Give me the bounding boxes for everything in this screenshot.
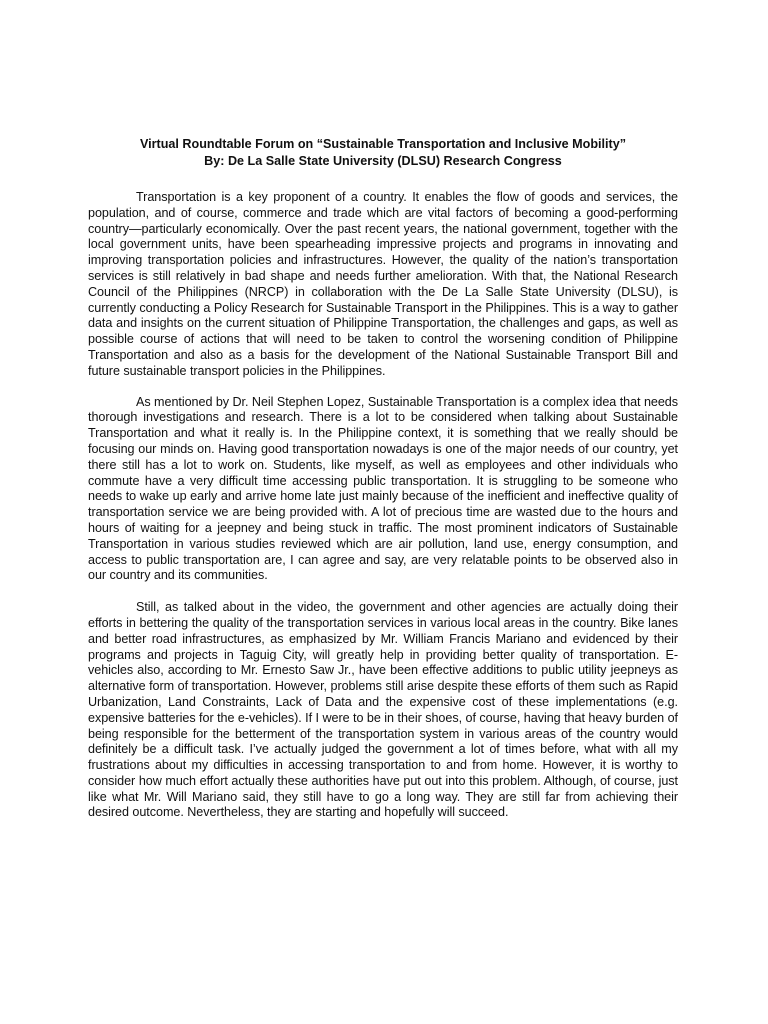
document-title [88, 136, 678, 170]
paragraph-1: Transportation is a key proponent of a country. It enables the flow of goods and services, the population, and of course, commerce and trade which are vital factors of becoming a good-performing country—particularly economically. Over the past recent years, the national government, together with the local government units, have been spearheading impressive projects and programs in innovating and improving transportation policies and infrastructures. However, the quality of the nation’s transportation services is still relatively in bad shape and needs further amelioration. With that, the National Research Council of the Philippines (NRCP) in collaboration with the De La Salle State University (DLSU), is currently conducting a Policy Research for Sustainable Transport in the Philippines. This is a way to gather data and insights on the current situation of Philippine Transportation, the challenges and gaps, as well as possible course of actions that will need to be taken to control the worsening condition of Philippine Transportation and also as a basis for the development of the National Sustainable Transport Bill and future sustainable transport policies in the Philippines. [88, 190, 678, 378]
title-line-1: Virtual Roundtable Forum on “Sustainable Transportation and Inclusive Mobility” [139, 137, 627, 151]
document-body [88, 136, 678, 821]
paragraph-3: Still, as talked about in the video, the government and other agencies are actually doing their efforts in bettering the quality of the transportation services in various local areas in the country. Bike lanes and better road infrastructures, as emphasized by Mr. William Francis Mariano and evidenced by their programs and projects in Taguig City, will greatly help in providing better quality of transportation. E-vehicles also, according to Mr. Ernesto Saw Jr., have been effective additions to public utility jeepneys as alternative form of transportation. However, problems still arise despite these efforts of them such as Rapid Urbanization, Land Constraints, Lack of Data and the expensive cost of these implementations (e.g. expensive batteries for the e-vehicles). If I were to be in their shoes, of course, having that heavy burden of being responsible for the betterment of the transportation system in various areas of the country would definitely be a difficult task. I’ve actually judged the government a lot of times before, what with all my frustrations about my difficulties in accessing transportation to and from home. However, it is worthy to consider how much effort actually these authorities have put out into this problem. Although, of course, just like what Mr. Will Mariano said, they still have to go a long way. They are still far from achieving their desired outcome. Nevertheless, they are starting and hopefully will succeed. [88, 600, 678, 820]
title-line-2: By: De La Salle State University (DLSU) Research Congress [204, 154, 562, 168]
paragraph-2: As mentioned by Dr. Neil Stephen Lopez, Sustainable Transportation is a complex idea that needs thorough investigations and research. There is a lot to be considered when talking about Sustainable Transportation and what it really is. In the Philippine context, it is something that we really should be focusing our minds on. Having good transportation nowadays is one of the major needs of our country, yet there still has a lot to work on. Students, like myself, as well as employees and other individuals who commute have a very difficult time accessing public transportation. It is struggling to be someone who needs to wake up early and arrive home late just mainly because of the inefficient and ineffective quality of transportation service we are being provided with. A lot of precious time are wasted due to the hours and hours of waiting for a jeepney and being stuck in traffic. The most prominent indicators of Sustainable Transportation in various studies reviewed which are air pollution, land use, energy consumption, and access to public transportation are, I can agree and say, are very relatable points to be observed also in our country and its communities. [88, 394, 679, 583]
